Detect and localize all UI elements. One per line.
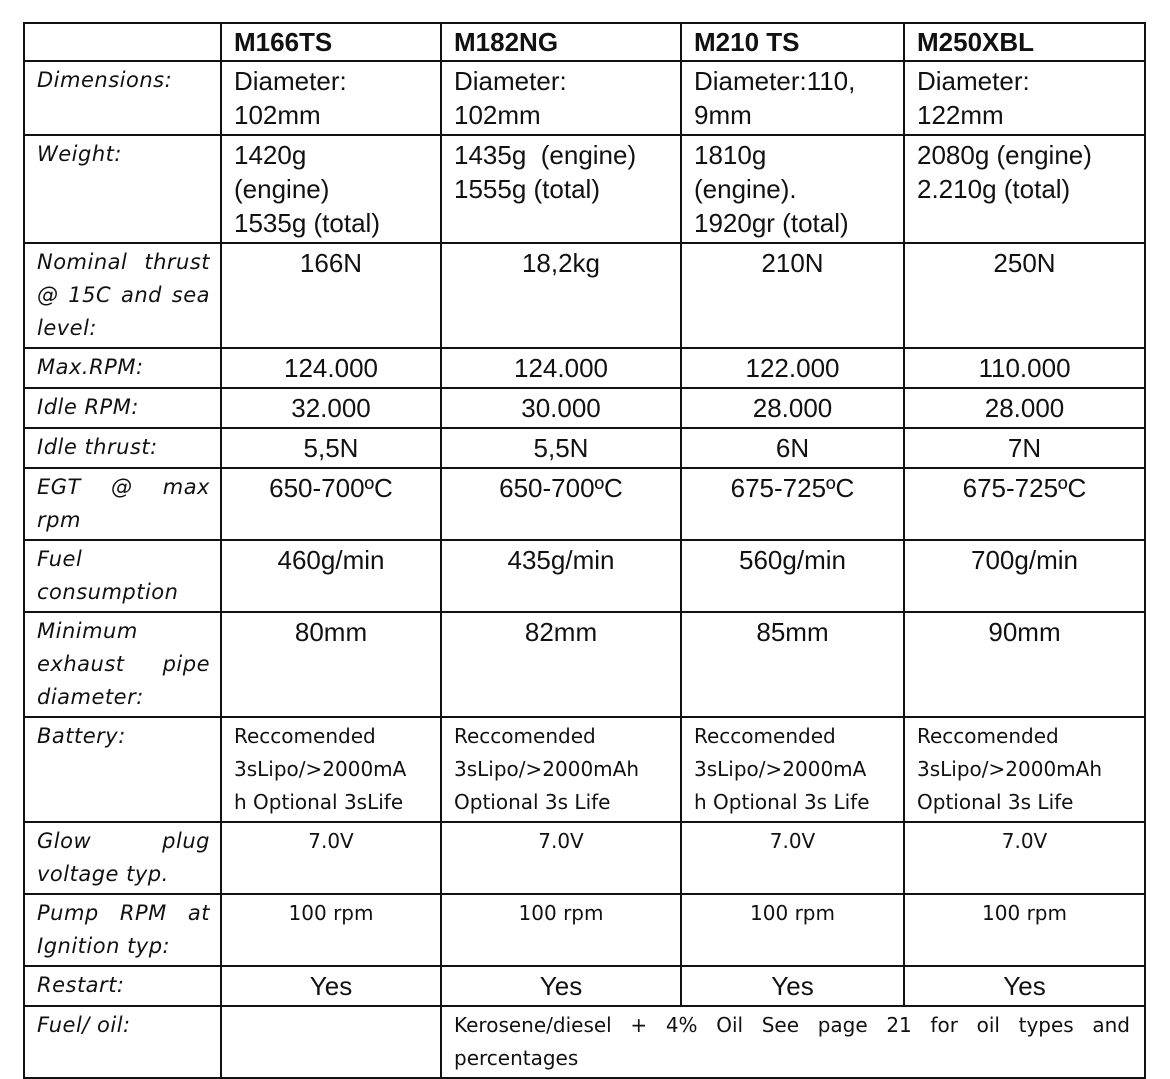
row-fuel-oil (24, 1006, 1145, 1078)
max-rpm-m210ts: 122.000 (681, 348, 904, 388)
label-dimensions: Dimensions: (24, 61, 221, 135)
weight-m182ng: 1435g (engine) 1555g (total) (441, 135, 681, 243)
battery-m210ts: Reccomended 3sLipo/>2000mA h Optional 3s Life (681, 717, 904, 822)
battery-m182ng: Reccomended 3sLipo/>2000mAh Optional 3s Life (441, 717, 681, 822)
idle-rpm-m250xbl: 28.000 (904, 388, 1145, 428)
dimensions-m250xbl: Diameter: 122mm (904, 61, 1145, 135)
label-idle-rpm: Idle RPM: (24, 388, 221, 428)
label-exhaust-pipe: Minimum exhaust pipe diameter: (24, 612, 221, 717)
label-fuel-oil: Fuel/ oil: (24, 1006, 221, 1078)
weight-m210ts: 1810g (engine). 1920gr (total) (681, 135, 904, 243)
header-corner (24, 23, 221, 61)
nominal-thrust-m182ng: 18,2kg (441, 243, 681, 348)
idle-thrust-m210ts: 6N (681, 428, 904, 468)
row-idle-rpm (24, 388, 1145, 428)
dimensions-m166ts: Diameter: 102mm (221, 61, 441, 135)
battery-m250xbl: Reccomended 3sLipo/>2000mAh Optional 3s Life (904, 717, 1145, 822)
label-weight: Weight: (24, 135, 221, 243)
row-max-rpm (24, 348, 1145, 388)
egt-m166ts: 650-700ºC (221, 468, 441, 540)
row-weight (24, 135, 1145, 243)
header-m182ng: M182NG (441, 23, 681, 61)
idle-rpm-m210ts: 28.000 (681, 388, 904, 428)
row-nominal-thrust (24, 243, 1145, 348)
label-fuel-consumption: Fuel consumption (24, 540, 221, 612)
weight-m166ts: 1420g (engine) 1535g (total) (221, 135, 441, 243)
max-rpm-m166ts: 124.000 (221, 348, 441, 388)
idle-rpm-m182ng: 30.000 (441, 388, 681, 428)
label-nominal-thrust: Nominal thrust @ 15C and sea level: (24, 243, 221, 348)
label-restart: Restart: (24, 966, 221, 1006)
nominal-thrust-m210ts: 210N (681, 243, 904, 348)
glow-plug-m210ts: 7.0V (681, 822, 904, 894)
row-glow-plug (24, 822, 1145, 894)
restart-m250xbl: Yes (904, 966, 1145, 1006)
restart-m182ng: Yes (441, 966, 681, 1006)
glow-plug-m250xbl: 7.0V (904, 822, 1145, 894)
fuel-oil-value: Kerosene/diesel + 4% Oil See page 21 for oil types and percentages (441, 1006, 1145, 1078)
header-m250xbl: M250XBL (904, 23, 1145, 61)
max-rpm-m250xbl: 110.000 (904, 348, 1145, 388)
exhaust-pipe-m182ng: 82mm (441, 612, 681, 717)
nominal-thrust-m250xbl: 250N (904, 243, 1145, 348)
max-rpm-m182ng: 124.000 (441, 348, 681, 388)
idle-thrust-m250xbl: 7N (904, 428, 1145, 468)
egt-m250xbl: 675-725ºC (904, 468, 1145, 540)
label-max-rpm: Max.RPM: (24, 348, 221, 388)
fuel-consumption-m210ts: 560g/min (681, 540, 904, 612)
header-row (24, 23, 1145, 61)
pump-rpm-m182ng: 100 rpm (441, 894, 681, 966)
idle-thrust-m166ts: 5,5N (221, 428, 441, 468)
restart-m166ts: Yes (221, 966, 441, 1006)
pump-rpm-m250xbl: 100 rpm (904, 894, 1145, 966)
row-dimensions (24, 61, 1145, 135)
label-idle-thrust: Idle thrust: (24, 428, 221, 468)
fuel-consumption-m182ng: 435g/min (441, 540, 681, 612)
label-egt: EGT @ max rpm (24, 468, 221, 540)
exhaust-pipe-m210ts: 85mm (681, 612, 904, 717)
dimensions-m182ng: Diameter: 102mm (441, 61, 681, 135)
dimensions-m210ts: Diameter:110, 9mm (681, 61, 904, 135)
row-restart (24, 966, 1145, 1006)
fuel-oil-m166ts (221, 1006, 441, 1078)
fuel-consumption-m250xbl: 700g/min (904, 540, 1145, 612)
pump-rpm-m210ts: 100 rpm (681, 894, 904, 966)
exhaust-pipe-m166ts: 80mm (221, 612, 441, 717)
glow-plug-m166ts: 7.0V (221, 822, 441, 894)
idle-thrust-m182ng: 5,5N (441, 428, 681, 468)
weight-m250xbl: 2080g (engine) 2.210g (total) (904, 135, 1145, 243)
engine-spec-table (23, 22, 1146, 1079)
fuel-consumption-m166ts: 460g/min (221, 540, 441, 612)
restart-m210ts: Yes (681, 966, 904, 1006)
row-exhaust-pipe (24, 612, 1145, 717)
label-pump-rpm: Pump RPM at Ignition typ: (24, 894, 221, 966)
label-battery: Battery: (24, 717, 221, 822)
header-m166ts: M166TS (221, 23, 441, 61)
egt-m210ts: 675-725ºC (681, 468, 904, 540)
row-pump-rpm (24, 894, 1145, 966)
egt-m182ng: 650-700ºC (441, 468, 681, 540)
row-idle-thrust (24, 428, 1145, 468)
glow-plug-m182ng: 7.0V (441, 822, 681, 894)
nominal-thrust-m166ts: 166N (221, 243, 441, 348)
row-battery (24, 717, 1145, 822)
row-fuel-consumption (24, 540, 1145, 612)
exhaust-pipe-m250xbl: 90mm (904, 612, 1145, 717)
header-m210ts: M210 TS (681, 23, 904, 61)
row-egt (24, 468, 1145, 540)
pump-rpm-m166ts: 100 rpm (221, 894, 441, 966)
label-glow-plug: Glow plug voltage typ. (24, 822, 221, 894)
idle-rpm-m166ts: 32.000 (221, 388, 441, 428)
battery-m166ts: Reccomended 3sLipo/>2000mA h Optional 3sLife (221, 717, 441, 822)
